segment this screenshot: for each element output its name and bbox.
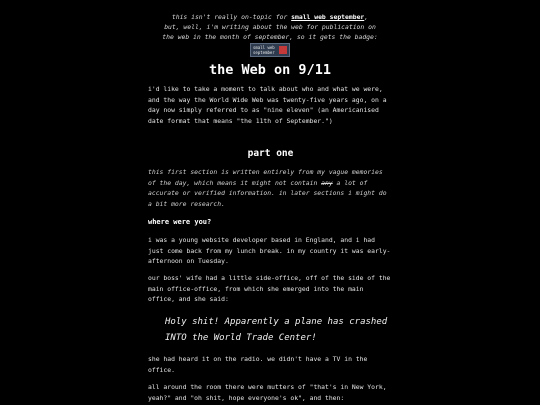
disclaimer-paragraph <box>148 167 393 209</box>
badge-label <box>253 45 275 55</box>
intro-note <box>0 12 540 60</box>
disclaimer-text-before: this first section is written entirely from my vague memories of the day, which means it might not contain <box>148 168 383 187</box>
paragraph-mutters: all around the room there were mutters of "that's in New York, yeah?" and "oh shit, hope everyone's ok", and then: <box>148 383 387 402</box>
badge-logo-icon <box>279 46 287 54</box>
intro-line2: but, well, i'm writing about the web for publication on <box>164 23 376 31</box>
paragraph-boss-wife: our boss' wife had a little side-office, off of the side of the main office-office, from which she emerged into the main office, and she said: <box>148 274 391 303</box>
small-web-september-badge[interactable] <box>250 43 290 57</box>
badge-line2: september <box>253 50 275 55</box>
intro-line1-suffix: , <box>364 13 369 21</box>
intro-line1-prefix: this isn't really on-topic for <box>171 13 292 21</box>
paragraph-radio: she had heard it on the radio. we didn't have a TV in the office. <box>148 355 368 374</box>
subheading-where-were-you: where were you? <box>148 218 212 226</box>
small-web-september-link[interactable]: small web september <box>291 13 365 21</box>
intro-paragraph: i'd like to take a moment to talk about who and what we were, and the way the World Wide Web was twenty-five years ago, on a day now simply referred to as "nine eleven" (an Americanised date format that means "the 11th of September.") <box>148 85 387 125</box>
section-heading-part-one: part one <box>247 148 294 159</box>
page-title: the Web on 9/11 <box>209 62 331 78</box>
struck-word: any <box>321 178 333 187</box>
paragraph-young-developer: i was a young website developer based in England, and i had just come back from my lunch break. in my country it was early-afternoon on Tuesday. <box>148 236 391 265</box>
disclaimer-text-after: a lot of accurate or verified information. in later sections i might do a bit more research. <box>148 178 387 208</box>
intro-line3: the web in the month of september, so it gets the badge: <box>162 33 378 41</box>
badge-line1: small web <box>253 45 275 50</box>
blockquote-plane-crash: Holy shit! Apparently a plane has crashed INTO the World Trade Center! <box>165 317 388 343</box>
